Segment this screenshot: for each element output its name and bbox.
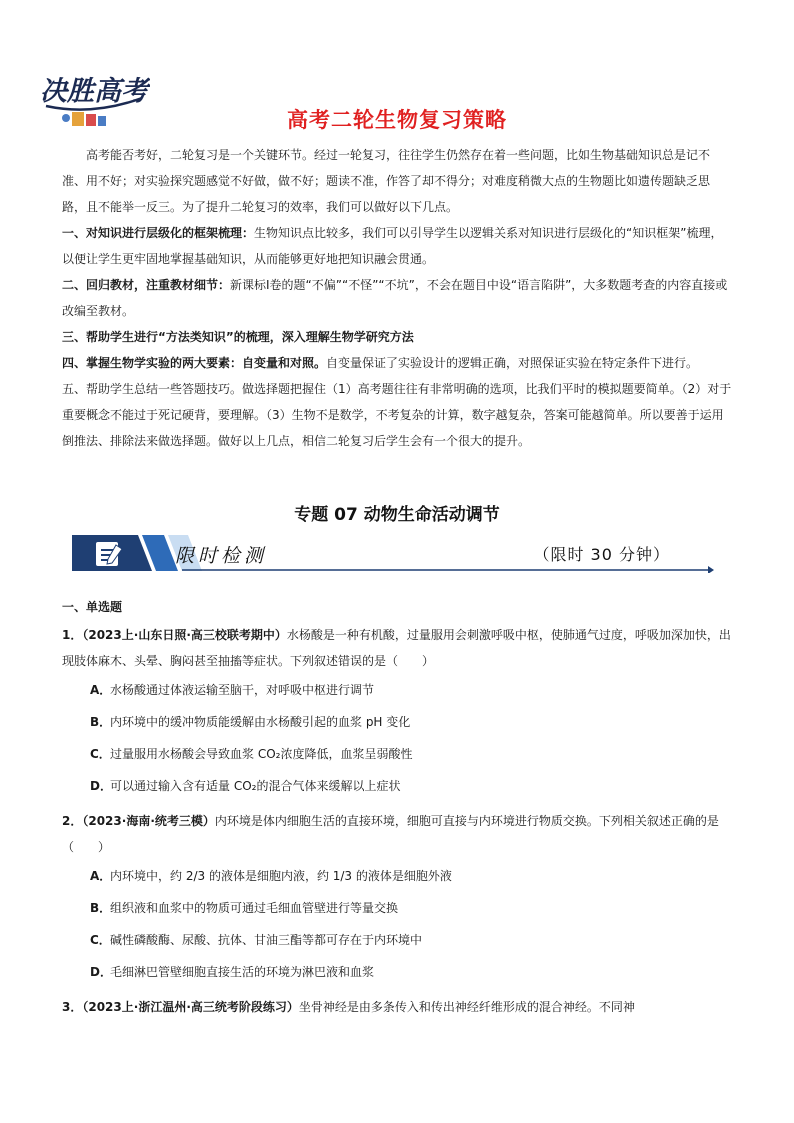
option-text: 组织液和血浆中的物质可通过毛细血管壁进行等量交换 xyxy=(110,901,399,915)
strategy-point-head: 三、帮助学生进行“方法类知识”的梳理，深入理解生物学研究方法 xyxy=(62,330,414,344)
answer-option[interactable] xyxy=(62,866,732,887)
strategy-point-body: 生物知识点比较多，我们可以引导学生以逻辑关系对知识进行层级化的“知识框架”梳理，以便让学生更牢固地掌握基础知识，从而能够更好地把知识融会贯通。 xyxy=(62,226,723,266)
answer-option[interactable] xyxy=(62,680,732,701)
option-text: 过量服用水杨酸会导致血浆 CO₂浓度降低，血浆呈弱酸性 xyxy=(110,747,413,761)
strategy-intro: 高考能否考好，二轮复习是一个关键环节。经过一轮复习，往往学生仍然存在着一些问题，比如生物基础知识总是记不准、用不好；对实验探究题感觉不好做，做不好；题读不准，作答了却不得分；对难度稍微大点的生物题比如遗传题缺乏思路，且不能举一反三。为了提升二轮复习的效率，我们可以做好以下几点。 xyxy=(62,148,711,214)
question-number: 1． xyxy=(62,628,83,642)
strategy-point-head: 一、对知识进行层级化的框架梳理： xyxy=(62,226,255,240)
strategy-point-head: 二、回归教材，注重教材细节： xyxy=(62,278,231,292)
strategy-point xyxy=(62,350,732,376)
option-text: 碱性磷酸酶、尿酸、抗体、甘油三酯等都可存在于内环境中 xyxy=(110,933,423,947)
option-letter: A． xyxy=(90,683,112,697)
strategy-point xyxy=(62,220,732,272)
question-stem xyxy=(62,808,732,860)
answer-option[interactable] xyxy=(62,898,732,919)
strategy-point xyxy=(62,324,732,350)
section-label: 一、单选题 xyxy=(62,600,123,614)
strategy-point-head: 四、掌握生物学实验的两大要素：自变量和对照。 xyxy=(62,356,327,370)
answer-option[interactable] xyxy=(62,712,732,733)
question-source: （2023·海南·统考三模） xyxy=(82,814,215,828)
question-number: 3． xyxy=(62,1000,83,1014)
option-letter: C． xyxy=(90,933,111,947)
answer-option[interactable] xyxy=(62,776,732,797)
answer-option[interactable] xyxy=(62,930,732,951)
strategy-point-body: 五、帮助学生总结一些答题技巧。做选择题把握住（1）高考题往往有非常明确的选项，比我们平时的模拟题要简单。（2）对于重要概念不能过于死记硬背，要理解。（3）生物不是数学，不考复杂的计算，数字越复杂，答案可能越简单。所以要善于运用倒推法、排除法来做选择题。做好以上几点，相信二轮复习后学生会有一个很大的提升。 xyxy=(62,382,732,448)
topic-title: 专题 07 动物生命活动调节 xyxy=(294,505,500,525)
option-text: 内环境中的缓冲物质能缓解由水杨酸引起的血浆 pH 变化 xyxy=(110,715,411,729)
option-text: 内环境中，约 2/3 的液体是细胞内液，约 1/3 的液体是细胞外液 xyxy=(110,869,452,883)
answer-option[interactable] xyxy=(62,744,732,765)
page-title: 高考二轮生物复习策略 xyxy=(287,108,507,132)
option-text: 毛细淋巴管壁细胞直接生活的环境为淋巴液和血浆 xyxy=(110,965,375,979)
option-letter: A． xyxy=(90,869,112,883)
option-letter: B． xyxy=(90,901,112,915)
question xyxy=(62,808,732,983)
strategy-section xyxy=(62,142,732,454)
question-text: 坐骨神经是由多条传入和传出神经纤维形成的混合神经。不同神 xyxy=(298,1000,635,1014)
strategy-point xyxy=(62,272,732,324)
question-source: （2023上·山东日照·高三校联考期中） xyxy=(82,628,287,642)
strategy-point-body: 新课标Ⅰ卷的题“不偏”“不怪”“不坑”，不会在题目中设“语言陷阱”，大多数题考查的内容直接或改编至教材。 xyxy=(62,278,728,318)
option-letter: D． xyxy=(90,779,112,793)
strategy-point-body: 自变量保证了实验设计的逻辑正确，对照保证实验在特定条件下进行。 xyxy=(326,356,699,370)
option-letter: D． xyxy=(90,965,112,979)
strategy-point xyxy=(62,376,732,454)
banner-title: 限时检测 xyxy=(175,545,268,567)
time-limit: （限时 30 分钟） xyxy=(533,545,670,564)
question-number: 2． xyxy=(62,814,83,828)
answer-option[interactable] xyxy=(62,962,732,983)
question-stem xyxy=(62,994,732,1020)
question-text: 内环境是体内细胞生活的直接环境，细胞可直接与内环境进行物质交换。下列相关叙述正确的是（ ） xyxy=(62,814,719,854)
option-text: 可以通过输入含有适量 CO₂的混合气体来缓解以上症状 xyxy=(110,779,401,793)
questions-section xyxy=(62,596,732,1026)
option-letter: B． xyxy=(90,715,112,729)
option-letter: C． xyxy=(90,747,111,761)
question xyxy=(62,994,732,1020)
question-stem xyxy=(62,622,732,674)
logo-text: 决胜高考 xyxy=(40,76,148,107)
question xyxy=(62,622,732,797)
question-source: （2023上·浙江温州·高三统考阶段练习） xyxy=(82,1000,299,1014)
question-text: 水杨酸是一种有机酸，过量服用会刺激呼吸中枢，使肺通气过度，呼吸加深加快，出现肢体麻木、头晕、胸闷甚至抽搐等症状。下列叙述错误的是（ ） xyxy=(62,628,731,668)
option-text: 水杨酸通过体液运输至脑干，对呼吸中枢进行调节 xyxy=(110,683,375,697)
